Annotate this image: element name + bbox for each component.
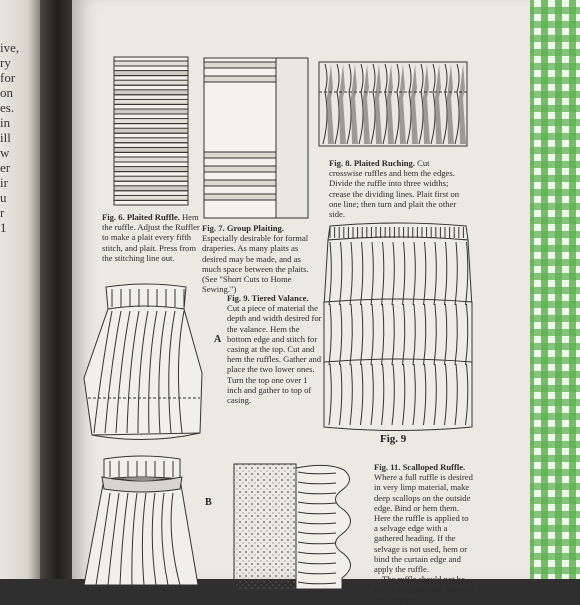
fig9-tiered-valance-drawing xyxy=(322,222,474,432)
plait-band xyxy=(114,71,188,76)
left-page-fragment: w xyxy=(0,145,10,160)
fig6-title: Fig. 6. Plaited Ruffle. xyxy=(102,212,180,222)
left-page-fragment: 1 xyxy=(0,220,7,235)
fig7-title: Fig. 7. Group Plaiting. xyxy=(202,223,284,233)
left-page-fragment: ive, xyxy=(0,40,20,55)
fig9-caption xyxy=(227,293,323,405)
fig6-plaited-ruffle-drawing xyxy=(106,55,196,210)
letter-b: B xyxy=(205,497,212,508)
left-page-fragment: u xyxy=(0,190,7,205)
fig9-valance-b-drawing xyxy=(80,455,205,585)
plait-band xyxy=(114,138,188,143)
fig11-scalloped-ruffle-drawing xyxy=(232,460,360,585)
fig11-text: Where a full ruffle is desired in very limp material, make deep scallops on the outside edge. Bind or hem them. Here the ruffle is applied to a selvage edge with a gathered heading. If the selvage is not used, hem or bind the curtain edge and apply the ruffle. xyxy=(374,472,473,575)
left-page-fragment: in xyxy=(0,115,11,130)
group-plait xyxy=(204,76,276,82)
fig7-group-plaiting-drawing xyxy=(202,56,310,221)
fig6-caption xyxy=(102,212,204,263)
fig11-title: Fig. 11. Scalloped Ruffle. xyxy=(374,462,466,472)
group-plait xyxy=(204,152,276,158)
fig11-caption xyxy=(374,462,474,605)
plait-band xyxy=(114,157,188,162)
plait-band xyxy=(114,119,188,124)
left-page-fragment: es. xyxy=(0,100,15,115)
fig8-caption xyxy=(329,158,462,219)
group-plait xyxy=(204,62,276,68)
plait-band xyxy=(114,61,188,66)
group-plait xyxy=(204,180,276,186)
group-plait xyxy=(204,166,276,172)
fig7-text: Especially desirable for formal draperies. As many plaits as desired may be made, and as much space between the plaits. (See "Short Cuts to Home Sewing.") xyxy=(202,233,309,295)
left-page-fragment: er xyxy=(0,160,11,175)
plait-band xyxy=(114,167,188,172)
fig8-title: Fig. 8. Plaited Ruching. xyxy=(329,158,415,168)
fig9-text: Cut a piece of material the depth and width desired for the valance. Hem the bottom edge and stitch for casing at the top. Cut and hem the ruffles. Gather and place the two lower ones. Turn the top one over 1 inch and gather to top of casing. xyxy=(227,303,322,406)
left-page-fragment: r xyxy=(0,205,5,220)
left-book-page xyxy=(0,0,40,579)
fig9-title: Fig. 9. Tiered Valance. xyxy=(227,293,309,303)
left-page-fragment: on xyxy=(0,85,13,100)
plait-band xyxy=(114,99,188,104)
left-page-fragment: ill xyxy=(0,130,11,145)
plait-band xyxy=(114,90,188,95)
fig9-valance-a-drawing xyxy=(84,283,209,443)
group-plait xyxy=(204,194,276,200)
fig6-text: Hem the ruffle. Adjust the Ruffler to make a plait every fifth stitch, and plait. Press from the stitching line out. xyxy=(102,212,200,263)
book-spine xyxy=(40,0,72,579)
plait-band xyxy=(114,195,188,200)
left-page-fragment: for xyxy=(0,70,16,85)
gingham-tablecloth xyxy=(527,0,580,579)
plait-band xyxy=(114,80,188,85)
plait-band xyxy=(114,128,188,133)
left-page-fragment: ry xyxy=(0,55,11,70)
left-page-fragment: ir xyxy=(0,175,8,190)
fig8-text: Cut crosswise ruffles and hem the edges. Divide the ruffle into three widths; crease the dividing lines. Plait first on one line; then turn and plait the other side. xyxy=(329,158,460,220)
plait-band xyxy=(114,176,188,181)
plait-band xyxy=(114,147,188,152)
plait-band xyxy=(114,109,188,114)
fig8-plaited-ruching-drawing xyxy=(317,58,469,150)
left-page-text-fragments xyxy=(0,40,20,235)
letter-a: A xyxy=(214,334,222,345)
fig9-label: Fig. 9 xyxy=(380,433,407,445)
book-page xyxy=(72,0,530,605)
fig11-text-continued: The ruffle should not be so full as to lose the shape of the scallops. In xyxy=(374,574,474,605)
fig7-caption xyxy=(202,223,310,294)
plait-band xyxy=(114,186,188,191)
